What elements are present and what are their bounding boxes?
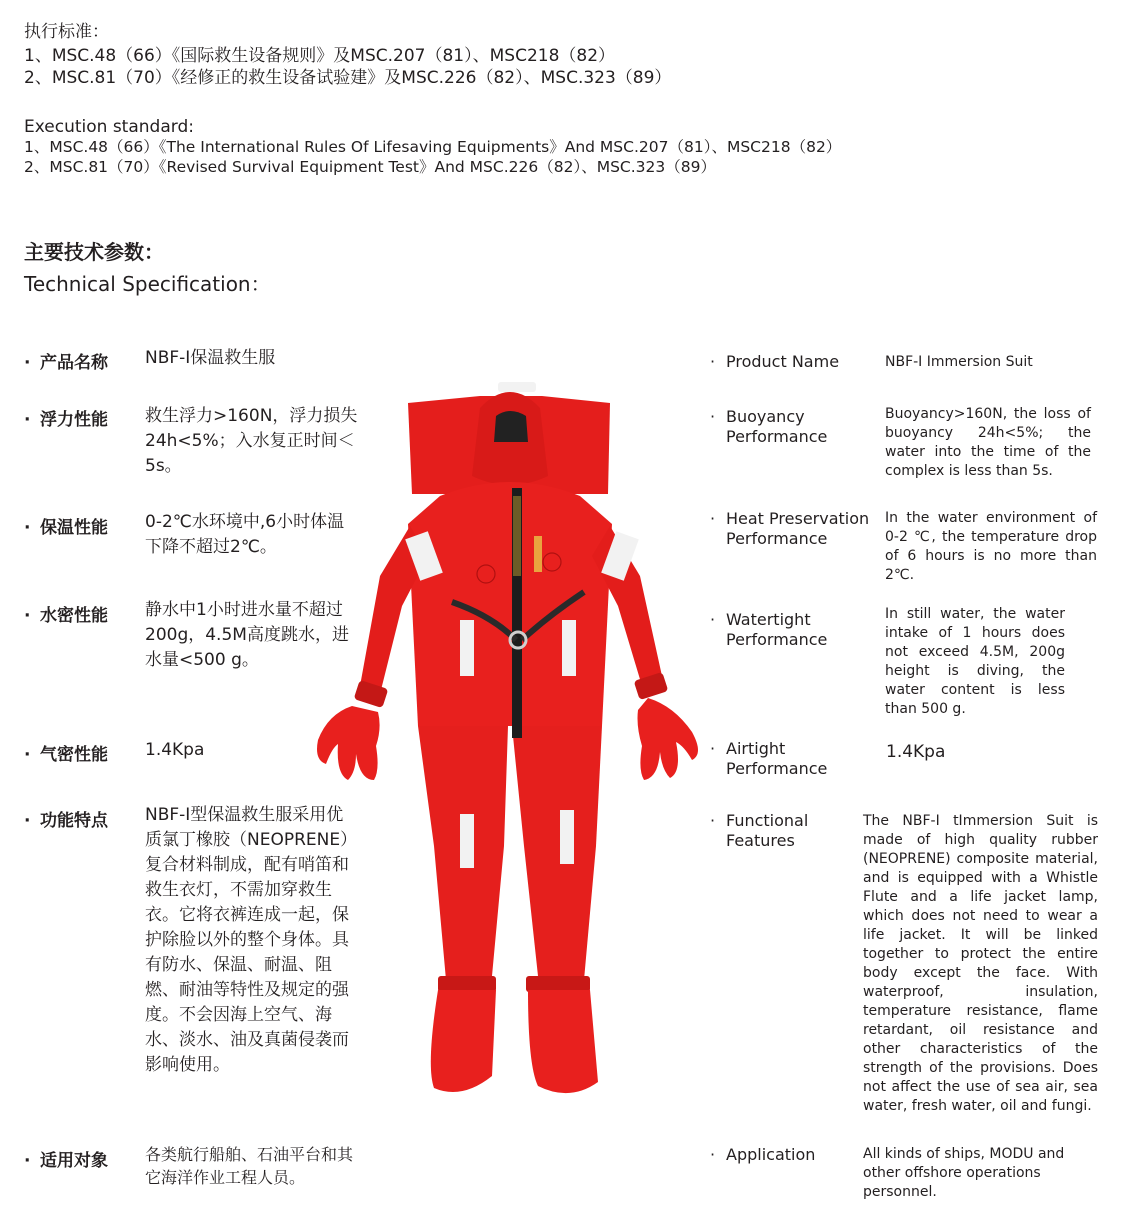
standards-cn-line-1: 1、MSC.48（66）《国际救生设备规则》及MSC.207（81）、MSC218（82）	[24, 46, 616, 66]
spec-en-label-application: · Application	[710, 1145, 816, 1164]
spec-cn-value-airtight: 1.4Kpa	[145, 740, 205, 760]
immersion-suit-photo	[312, 376, 708, 1096]
spec-en-label-product-name: · Product Name	[710, 352, 840, 371]
spec-en-label-features: · Functional Features	[710, 811, 809, 850]
spec-cn-value-watertight: 静水中1小时进水量不超过200g，4.5M高度跳水，进水量<500 g。	[145, 600, 349, 670]
spec-en-label-watertight: · Watertight Performance	[710, 610, 828, 649]
spec-en-value-buoyancy: Buoyancy>160N, the loss of buoyancy 24h<5%; the water into the time of the complex is less than 5s.	[885, 406, 1091, 479]
standards-cn-title: 执行标准：	[24, 22, 109, 42]
spec-cn-label-watertight: · 水密性能	[24, 606, 108, 626]
spec-en-value-airtight: 1.4Kpa	[886, 742, 946, 762]
spec-en-value-product-name: NBF-I Immersion Suit	[885, 354, 1033, 370]
standards-en-title: Execution standard:	[24, 117, 194, 137]
spec-cn-label-features: · 功能特点	[24, 811, 108, 831]
spec-cn-label-product-name: · 产品名称	[24, 353, 108, 373]
spec-en-label-airtight: · Airtight Performance	[710, 739, 828, 778]
spec-en-value-heat: In the water environment of 0-2 ℃, the temperature drop of 6 hours is no more than 2℃.	[885, 510, 1097, 583]
spec-heading-en: Technical Specification：	[24, 272, 271, 296]
standards-cn-line-2: 2、MSC.81（70）《经修正的救生设备试验建》及MSC.226（82）、MSC.323（89）	[24, 68, 672, 88]
spec-cn-value-application: 各类航行船舶、石油平台和其它海洋作业工程人员。	[145, 1145, 354, 1187]
spec-cn-value-heat: 0-2℃水环境中,6小时体温下降不超过2℃。	[145, 512, 345, 557]
spec-cn-label-buoyancy: · 浮力性能	[24, 410, 108, 430]
spec-en-value-application: All kinds of ships, MODU and other offshore operations personnel.	[863, 1146, 1065, 1200]
standards-en-line-2: 2、MSC.81（70）《Revised Survival Equipment Test》And MSC.226（82）、MSC.323（89）	[24, 158, 716, 176]
spec-en-value-features: The NBF-I tImmersion Suit is made of high quality rubber (NEOPRENE) composite material, and is equipped with a Whistle Flute and a life jacket lamp, which does not need to wear a life jacket. It will be linked together to protect the entire body except the face. With waterproof, insulation, temperature resistance, flame retardant, oil resistance and other characteristics of the strength of the provisions. Does not affect the use of sea air, sea water, fresh water, oil and fungi.	[863, 813, 1098, 1114]
spec-heading-cn: 主要技术参数：	[24, 240, 164, 264]
spec-cn-label-heat: · 保温性能	[24, 518, 108, 538]
spec-cn-value-buoyancy: 救生浮力>160N，浮力损失24h<5%；入水复正时间＜5s。	[145, 406, 358, 476]
spec-en-label-buoyancy: · Buoyancy Performance	[710, 407, 828, 446]
spec-cn-label-airtight: · 气密性能	[24, 745, 108, 765]
spec-cn-value-features: NBF-I型保温救生服采用优质氯丁橡胶（NEOPRENE）复合材料制成，配有哨笛和救生衣灯，不需加穿救生衣。它将衣裤连成一起，保护除脸以外的整个身体。具有防水、保温、耐温、阻燃、耐油等特性及规定的强度。不会因海上空气、海水、淡水、油及真菌侵袭而影响使用。	[145, 805, 358, 1075]
spec-cn-value-product-name: NBF-I保温救生服	[145, 348, 276, 368]
spec-en-value-watertight: In still water, the water intake of 1 hours does not exceed 4.5M, 200g height is diving, the water content is less than 500 g.	[885, 606, 1065, 717]
spec-en-label-heat: · Heat Preservation Performance	[710, 509, 870, 548]
standards-en-line-1: 1、MSC.48（66）《The International Rules Of Lifesaving Equipments》And MSC.207（81）、MSC218（82）	[24, 138, 842, 156]
spec-cn-label-application: · 适用对象	[24, 1151, 108, 1171]
